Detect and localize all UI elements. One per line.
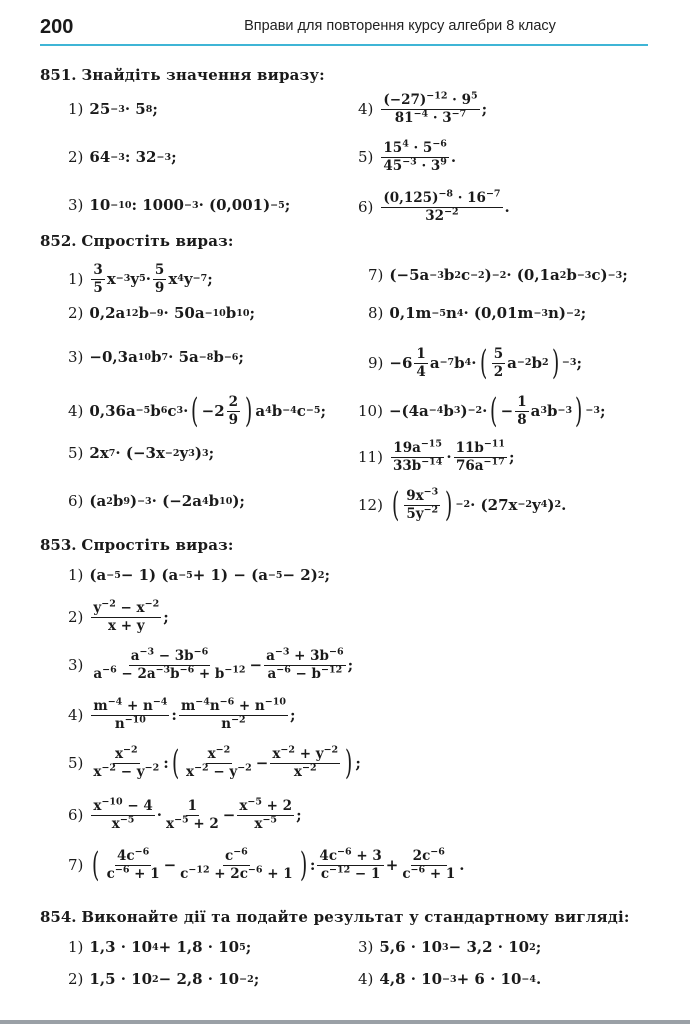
ex852-item-12: 12) ( $9x^{-3}$ $5y^{-2}$ ) −2 · (27x −2 y 4 ) 2 . xyxy=(358,485,567,526)
ex853-item-7: 7) ( $4c^{-6}$ $c^{-6} + 1$ − $c^{-6}$ $c^{-12} + 2c^{-6} + 1$ ) : $4c^{-6} + 3$ $c^{-12} - 1$ + $2c^{-6}$ $c^{-6} + 1$ . xyxy=(68,845,465,886)
ex852-item-2: 2) 0,2a 12 b −9 · 50a −10 b 10 ; xyxy=(68,304,256,322)
ex854-item-4: 4) 4,8 · 10 −3 + 6 · 10 −4 . xyxy=(358,970,542,988)
exercise-task: Знайдіть значення виразу: xyxy=(81,66,325,84)
exercise-number: 851. xyxy=(40,66,77,84)
ex854-item-1: 1) 1,3 · 10 4 + 1,8 · 10 5 ; xyxy=(68,938,252,956)
ex852-item-6: 6) (a 2 b 9 ) −3 · (−2a 4 b 10 ); xyxy=(68,492,245,510)
running-title: Вправи для повторення курсу алгебри 8 класу xyxy=(244,18,556,34)
ex852-item-11: 11) $19a^{-15}$ $33b^{-14}$ · $11b^{-11}$ $76a^{-17}$ ; xyxy=(358,438,515,474)
exercise-task: Спростіть вираз: xyxy=(81,536,234,554)
ex852-item-7: 7) (−5a −3 b 2 c −2 ) −2 · (0,1a 2 b −3 c) −3 ; xyxy=(368,266,628,284)
ex853-item-1: 1) (a −5 − 1) (a −5 + 1) − (a −5 − 2) 2 ; xyxy=(68,566,330,584)
page-bottom-edge xyxy=(0,1020,690,1024)
header-rule xyxy=(40,44,648,46)
exercise-853-heading xyxy=(40,538,234,553)
ex851-item-6: 6) $(0,125)^{-8} \cdot 16^{-7}$ $32^{-2}$ . xyxy=(358,188,510,224)
exercise-number: 853. xyxy=(40,536,77,554)
exercise-854-heading xyxy=(40,910,630,925)
ex854-item-2: 2) 1,5 · 10 2 − 2,8 · 10 −2 ; xyxy=(68,970,260,988)
page-number: 200 xyxy=(40,16,74,38)
exercise-852-heading xyxy=(40,234,234,249)
ex853-item-4: 4) $m^{-4} + n^{-4}$ $n^{-10}$ : $m^{-4}n^{-6} + n^{-10}$ $n^{-2}$ ; xyxy=(68,696,296,732)
exercise-task: Виконайте дії та подайте результат у стандартному вигляді: xyxy=(81,908,630,926)
ex852-item-1: 1) 3 5 x −3 y 5 · 5 9 x 4 y −7 ; xyxy=(68,262,213,296)
exercise-number: 854. xyxy=(40,908,77,926)
ex853-item-5: 5) $x^{-2}$ $x^{-2} - y^{-2}$ : ( $x^{-2}$ $x^{-2} - y^{-2}$ − $x^{-2} + y^{-2}$ $x^{-2}$ ) ; xyxy=(68,743,361,784)
ex852-item-5: 5) 2x 7 · (−3x −2 y 3 ) 3 ; xyxy=(68,444,215,462)
ex851-item-5: 5) $15^4 \cdot 5^{-6}$ $45^{-3} \cdot 3^9$ . xyxy=(358,138,457,174)
ex851-item-3: 3) 10 −10 : 1000 −3 · (0,001) −5 ; xyxy=(68,196,291,214)
ex853-item-2: 2) $y^{-2} - x^{-2}$ x + y ; xyxy=(68,598,169,634)
exercise-number: 852. xyxy=(40,232,77,250)
exercise-task: Спростіть вираз: xyxy=(81,232,234,250)
ex852-item-4: 4) 0,36a −5 b 6 c 3 · ( −2 2 9 ) a 4 b −4 c −5 ; xyxy=(68,391,327,432)
ex852-item-10: 10) −(4a −4 b 3 ) −2 · ( − 1 8 a 3 b −3 ) −3 ; xyxy=(358,391,606,432)
ex851-item-1: 1) 25 −3 · 5 8 ; xyxy=(68,100,158,118)
ex852-item-9: 9) −6 1 4 a −7 b 4 · ( 5 2 a −2 b 2 ) −3 ; xyxy=(368,343,582,384)
ex851-item-2: 2) 64 −3 : 32 −3 ; xyxy=(68,148,177,166)
ex852-item-3: 3) −0,3a 10 b 7 · 5a −8 b −6 ; xyxy=(68,348,244,366)
ex853-item-6: 6) $x^{-10} - 4$ $x^{-5}$ · 1 $x^{-5} + 2$ − $x^{-5} + 2$ $x^{-5}$ ; xyxy=(68,796,302,832)
ex853-item-3: 3) $a^{-3} - 3b^{-6}$ $a^{-6} - 2a^{-3}b^{-6} + b^{-12}$ − $a^{-3} + 3b^{-6}$ $a^{-6} - b^{-12}$ ; xyxy=(68,646,354,682)
exercise-851-heading xyxy=(40,68,325,83)
ex854-item-3: 3) 5,6 · 10 3 − 3,2 · 10 2 ; xyxy=(358,938,542,956)
ex852-item-8: 8) 0,1m −5 n 4 · (0,01m −3 n) −2 ; xyxy=(368,304,587,322)
ex851-item-4: 4) $(-27)^{-12} \cdot 9^5$ $81^{-4} \cdot 3^{-7}$ ; xyxy=(358,90,488,126)
